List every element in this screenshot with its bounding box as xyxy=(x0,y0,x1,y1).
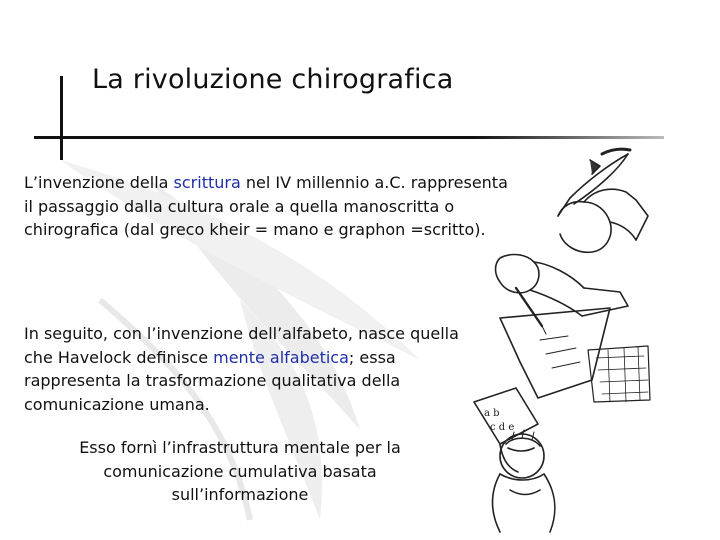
title-horizontal-rule xyxy=(34,136,664,139)
svg-text:c d e: c d e xyxy=(490,422,515,433)
paragraph-text: L’invenzione della xyxy=(24,173,174,192)
svg-text:a b: a b xyxy=(484,408,500,419)
hands-writing-with-quill-icon xyxy=(460,140,720,540)
slide-title: La rivoluzione chirografica xyxy=(92,64,454,95)
title-vertical-rule xyxy=(60,76,63,160)
highlight-term: scrittura xyxy=(173,173,241,192)
paragraph-scrittura xyxy=(24,171,516,242)
paragraph-mente-alfabetica xyxy=(24,322,474,416)
paragraph-text: nel IV millennio a.C. rappresenta il passaggio dalla cultura orale a quella manoscritta o chirografica (dal greco kheir = mano e graphon =scritto). xyxy=(24,173,508,239)
paragraph-infrastruttura: Esso fornì l’infrastruttura mentale per la comunicazione cumulativa basata sull’informazione xyxy=(79,438,401,504)
paragraph-text: In seguito, con l’invenzione dell’alfabeto, nasce quella che Havelock definisce xyxy=(24,324,459,367)
highlight-term: mente alfabetica xyxy=(213,347,349,367)
paragraph-text: ; essa rappresenta la trasformazione qualitativa della comunicazione umana. xyxy=(24,347,401,414)
